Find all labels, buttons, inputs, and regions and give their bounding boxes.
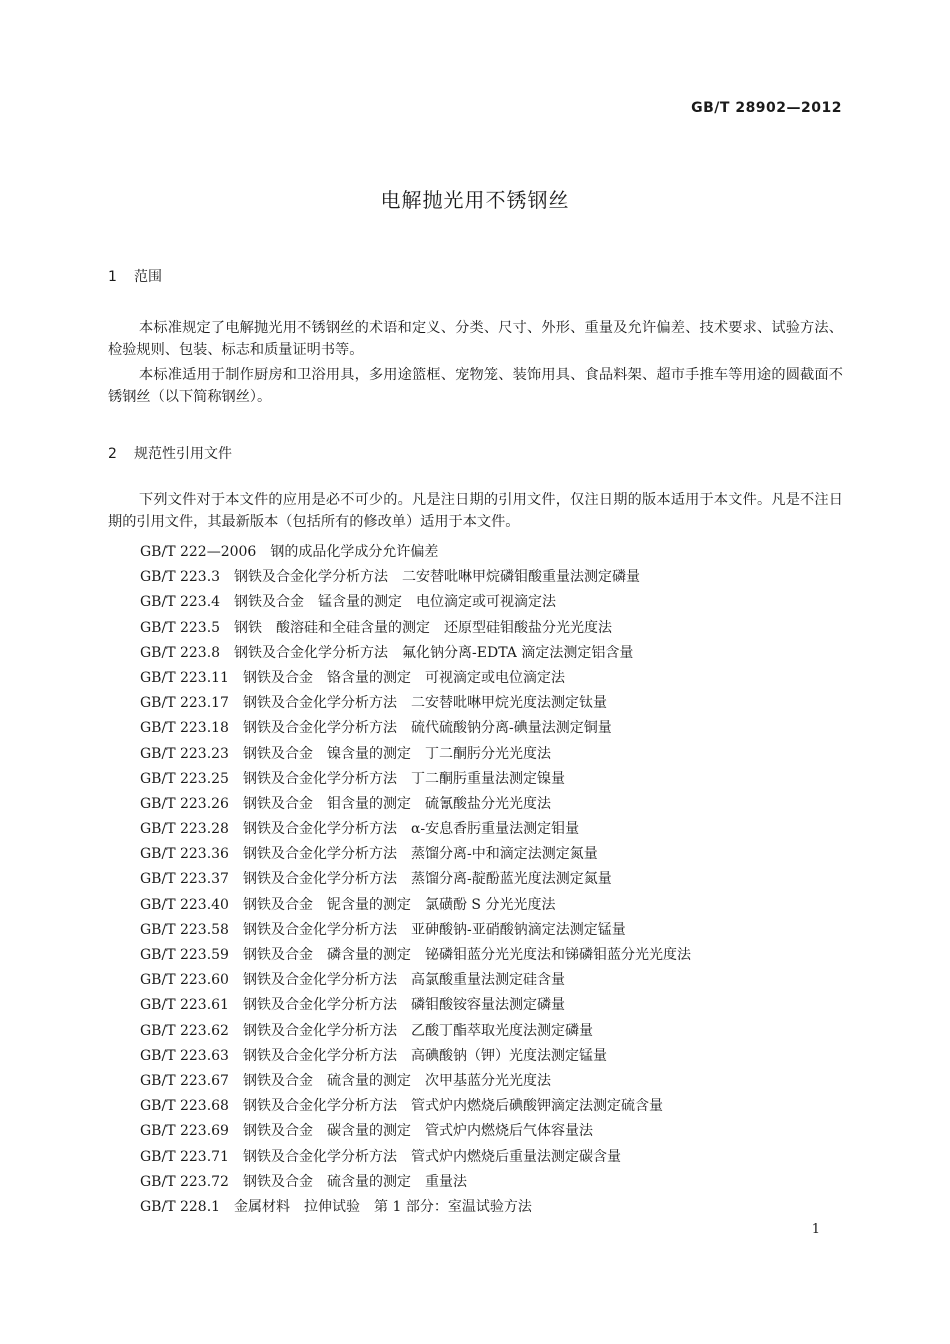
- section-2-title: 规范性引用文件: [134, 446, 232, 462]
- reference-item: GB/T 223.5 钢铁 酸溶硅和全硅含量的测定 还原型硅钼酸盐分光光度法: [140, 619, 613, 636]
- reference-item: GB/T 223.61 钢铁及合金化学分析方法 磷钼酸铵容量法测定磷量: [140, 997, 565, 1014]
- section-1-number: 1: [108, 269, 117, 285]
- reference-item: GB/T 223.68 钢铁及合金化学分析方法 管式炉内燃烧后碘酸钾滴定法测定硫含量: [140, 1098, 663, 1115]
- document-title: 电解抛光用不锈钢丝: [380, 188, 570, 212]
- reference-item: GB/T 223.40 钢铁及合金 铌含量的测定 氯磺酚 S 分光光度法: [140, 896, 556, 913]
- reference-item: GB/T 223.11 钢铁及合金 铬含量的测定 可视滴定或电位滴定法: [140, 669, 565, 686]
- reference-item: GB/T 223.72 钢铁及合金 硫含量的测定 重量法: [140, 1173, 467, 1190]
- reference-item: GB/T 223.26 钢铁及合金 钼含量的测定 硫氰酸盐分光光度法: [140, 795, 551, 812]
- reference-item: GB/T 223.36 钢铁及合金化学分析方法 蒸馏分离-中和滴定法测定氮量: [140, 846, 598, 863]
- reference-item: GB/T 223.71 钢铁及合金化学分析方法 管式炉内燃烧后重量法测定碳含量: [140, 1148, 621, 1165]
- section-1-paragraph-2: 本标准适用于制作厨房和卫浴用具，多用途篮框、宠物笼、装饰用具、食品料架、超市手推车等用途的圆截面不锈钢丝（以下简称钢丝）。: [108, 367, 843, 405]
- reference-list: [140, 540, 691, 1220]
- reference-item: GB/T 222—2006 钢的成品化学成分允许偏差: [140, 544, 439, 560]
- reference-item: GB/T 223.69 钢铁及合金 碳含量的测定 管式炉内燃烧后气体容量法: [140, 1123, 593, 1140]
- section-1-heading: [108, 266, 162, 286]
- reference-item: GB/T 228.1 金属材料 拉伸试验 第 1 部分：室温试验方法: [140, 1198, 532, 1215]
- reference-item: GB/T 223.63 钢铁及合金化学分析方法 高碘酸钠（钾）光度法测定锰量: [140, 1047, 607, 1064]
- reference-item: GB/T 223.23 钢铁及合金 镍含量的测定 丁二酮肟分光光度法: [140, 745, 551, 762]
- reference-item: GB/T 223.25 钢铁及合金化学分析方法 丁二酮肟重量法测定镍量: [140, 770, 565, 787]
- section-1-title: 范围: [134, 269, 162, 285]
- reference-item: GB/T 223.17 钢铁及合金化学分析方法 二安替吡啉甲烷光度法测定钛量: [140, 695, 607, 712]
- page-number: 1: [811, 1222, 820, 1237]
- reference-item: GB/T 223.28 钢铁及合金化学分析方法 α-安息香肟重量法测定钼量: [140, 821, 580, 838]
- standard-code: GB/T 28902—2012: [691, 100, 842, 116]
- section-1-paragraph-1: 本标准规定了电解抛光用不锈钢丝的术语和定义、分类、尺寸、外形、重量及允许偏差、技术要求、试验方法、检验规则、包装、标志和质量证明书等。: [108, 320, 843, 358]
- reference-item: GB/T 223.4 钢铁及合金 锰含量的测定 电位滴定或可视滴定法: [140, 594, 557, 611]
- reference-item: GB/T 223.8 钢铁及合金化学分析方法 氟化钠分离-EDTA 滴定法测定铝含量: [140, 644, 634, 661]
- reference-item: GB/T 223.67 钢铁及合金 硫含量的测定 次甲基蓝分光光度法: [140, 1072, 551, 1089]
- reference-item: GB/T 223.59 钢铁及合金 磷含量的测定 铋磷钼蓝分光光度法和锑磷钼蓝分光光度法: [140, 947, 691, 963]
- section-2-number: 2: [108, 446, 117, 462]
- section-2-intro: 下列文件对于本文件的应用是必不可少的。凡是注日期的引用文件，仅注日期的版本适用于本文件。凡是不注日期的引用文件，其最新版本（包括所有的修改单）适用于本文件。: [108, 492, 843, 530]
- reference-item: GB/T 223.60 钢铁及合金化学分析方法 高氯酸重量法测定硅含量: [140, 972, 565, 989]
- reference-item: GB/T 223.37 钢铁及合金化学分析方法 蒸馏分离-靛酚蓝光度法测定氮量: [140, 871, 612, 888]
- reference-item: GB/T 223.18 钢铁及合金化学分析方法 硫代硫酸钠分离-碘量法测定铜量: [140, 720, 612, 737]
- section-2-heading: [108, 443, 232, 463]
- reference-item: GB/T 223.62 钢铁及合金化学分析方法 乙酸丁酯萃取光度法测定磷量: [140, 1022, 593, 1039]
- reference-item: GB/T 223.3 钢铁及合金化学分析方法 二安替吡啉甲烷磷钼酸重量法测定磷量: [140, 569, 641, 586]
- reference-item: GB/T 223.58 钢铁及合金化学分析方法 亚砷酸钠-亚硝酸钠滴定法测定锰量: [140, 921, 626, 938]
